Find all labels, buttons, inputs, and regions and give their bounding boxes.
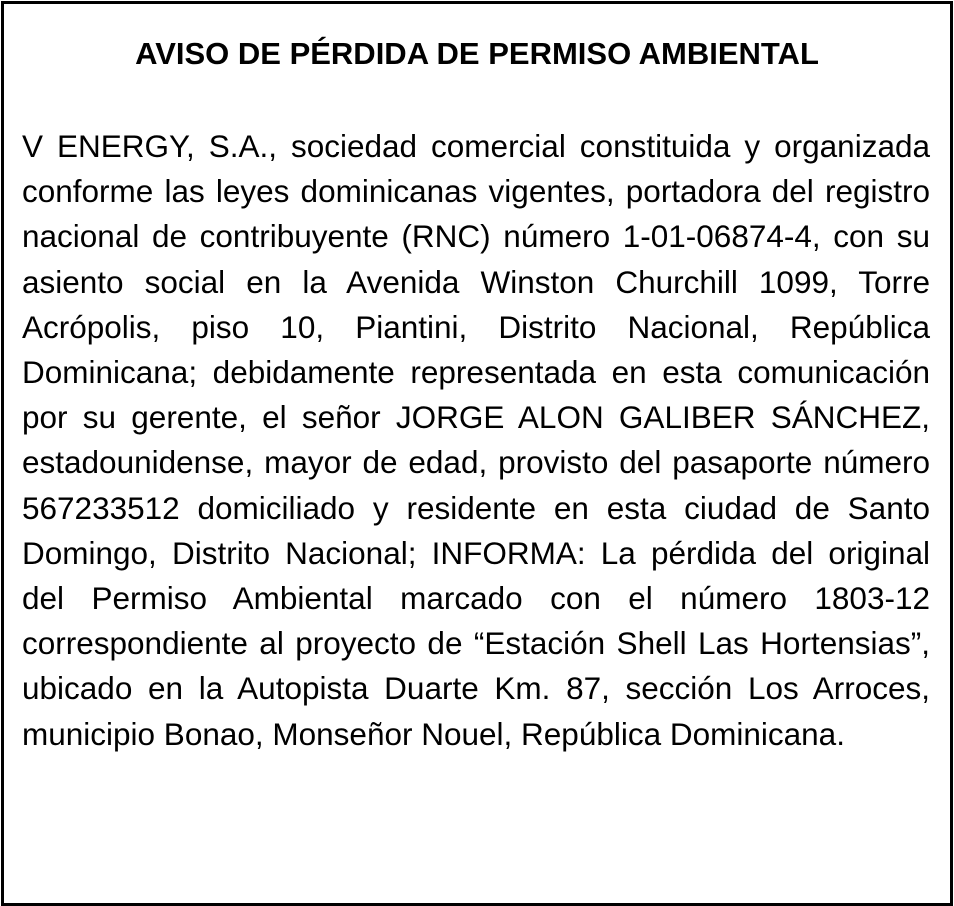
notice-body: V ENERGY, S.A., sociedad comercial constituida y organizada conforme las leyes dominicanas vigentes, portadora del registro nacional de contribuyente (RNC) número 1-01-06874-4, con su asiento social en la Avenida Winston Churchill 1099, Torre Acrópolis, piso 10, Piantini, Distrito Nacional, República Dominicana; debidamente representada en esta comunicación por su gerente, el señor JORGE ALON GALIBER SÁNCHEZ, estadounidense, mayor de edad, provisto del pasaporte número 567233512 domiciliado y residente en esta ciudad de Santo Domingo, Distrito Nacional; INFORMA: La pérdida del original del Permiso Ambiental marcado con el número 1803-12 correspondiente al proyecto de “Estación Shell Las Hortensias”, ubicado en la Autopista Duarte Km. 87, sección Los Arroces, municipio Bonao, Monseñor Nouel, República Dominicana. (22, 128, 930, 752)
notice-title: AVISO DE PÉRDIDA DE PERMISO AMBIENTAL (135, 36, 819, 71)
notice-frame (1, 1, 953, 906)
